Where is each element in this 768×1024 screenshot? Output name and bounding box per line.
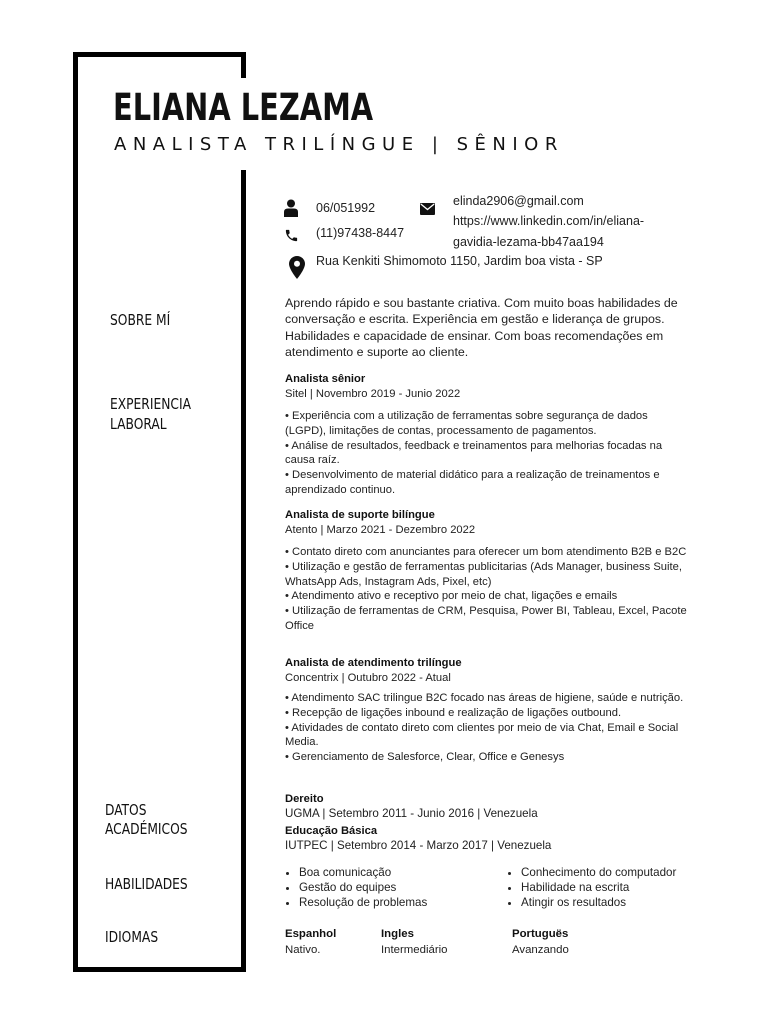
birthdate: 06/051992 <box>316 201 376 215</box>
job-entry <box>285 372 695 402</box>
user-icon <box>284 199 298 217</box>
job-bullet-list <box>285 545 690 634</box>
job-meta: Atento | Marzo 2021 - Dezembro 2022 <box>285 523 476 536</box>
job-bullet: • Gerenciamento de Salesforce, Clear, Office e Genesys <box>285 751 565 764</box>
about-paragraph: Aprendo rápido e sou bastante criativa. Com muito boas habilidades de conversação e escrita. Experiência em gestão e liderança de grupos. Habilidades e capacidade de ensinar. Com boas recomendações em atendimento e suporte ao cliente. <box>285 296 678 359</box>
job-bullet: • Experiência com a utilização de ferramentas sobre segurança de dados (LGPD), limitações de contas, processamento de pagamentos. <box>285 410 648 437</box>
language-name: Portuguës <box>512 928 569 940</box>
frame-top-border <box>73 52 246 57</box>
location-pin-icon <box>289 256 305 279</box>
frame-bottom-border <box>73 967 246 972</box>
frame-right-border-top <box>241 52 246 78</box>
skill-item: • Atingir os resultados <box>521 895 676 910</box>
section-label-skills: HABILIDADES <box>105 875 188 893</box>
frame-right-border-bottom <box>241 170 246 972</box>
job-bullet: • Desenvolvimento de material didático para a realização de treinamentos e aprendizado continuo. <box>285 469 660 496</box>
degree-meta: UGMA | Setembro 2011 - Junio 2016 | Venezuela <box>285 806 538 820</box>
email-icon <box>420 203 435 215</box>
degree-title: Dereito <box>285 793 324 805</box>
section-label-experience-line-2: LABORAL <box>110 415 167 433</box>
skill-item: • Habilidade na escrita <box>521 880 676 895</box>
education-entry <box>285 824 695 854</box>
skills-list-column-2 <box>507 865 676 910</box>
education-entry <box>285 792 695 822</box>
frame-left-border <box>73 52 78 972</box>
language-level: Nativo. <box>285 944 321 956</box>
job-meta: Concentrix | Outubro 2022 - Atual <box>285 671 451 684</box>
job-title: Analista sênior <box>285 373 366 385</box>
skill-item: • Conhecimento do computador <box>521 865 676 880</box>
language-level: Intermediário <box>381 944 448 956</box>
job-bullet: • Contato direto com anunciantes para oferecer um bom atendimento B2B e B2C <box>285 546 687 558</box>
degree-title: Educação Básica <box>285 825 378 837</box>
section-label-languages: IDIOMAS <box>105 928 159 946</box>
linkedin-url-line-2[interactable]: gavidia-lezama-bb47aa194 <box>453 235 604 249</box>
candidate-role: ANALISTA TRILÍNGUE | SÊNIOR <box>114 134 564 155</box>
candidate-name: ELIANA LEZAMA <box>113 86 374 129</box>
job-bullet: • Análise de resultados, feedback e treinamentos para melhorias focadas na causa raíz. <box>285 439 663 467</box>
phone-number[interactable]: (11)97438-8447 <box>316 226 405 240</box>
degree-meta: IUTPEC | Setembro 2014 - Marzo 2017 | Venezuela <box>285 838 552 852</box>
job-bullet: • Atendimento SAC trilingue B2C focado nas áreas de higiene, saúde e nutrição. <box>285 692 684 704</box>
email-address[interactable]: elinda2906@gmail.com <box>453 194 584 208</box>
language-level: Avanzando <box>512 944 569 956</box>
skill-item: • Gestão do equipes <box>299 880 427 895</box>
job-bullet: • Utilização de ferramentas de CRM, Pesquisa, Power BI, Tableau, Excel, Pacote Office <box>285 605 687 632</box>
job-bullet-list <box>285 691 690 765</box>
home-address: Rua Kenkiti Shimomoto 1150, Jardim boa vista - SP <box>316 254 603 268</box>
section-label-education-line-2: ACADÉMICOS <box>105 820 188 838</box>
job-bullet: • Atendimento ativo e receptivo por meio de chat, ligações e emails <box>285 590 618 603</box>
section-label-education-line-1: DATOS <box>105 801 147 819</box>
job-meta: Sitel | Novembro 2019 - Junio 2022 <box>285 387 461 400</box>
linkedin-url-line-1[interactable]: https://www.linkedin.com/in/eliana- <box>453 214 645 228</box>
skill-item: • Resolução de problemas <box>299 895 427 910</box>
phone-icon <box>284 228 299 243</box>
job-entry <box>285 508 695 538</box>
job-entry <box>285 656 695 686</box>
language-name: Ingles <box>381 928 414 940</box>
language-name: Espanhol <box>285 928 337 940</box>
section-label-about: SOBRE MÍ <box>110 311 171 329</box>
skill-item: • Boa comunicação <box>299 865 427 880</box>
job-bullet: • Atividades de contato direto com clientes por meio de via Chat, Email e Social Media. <box>285 721 679 749</box>
skills-list-column-1 <box>285 865 427 910</box>
section-label-experience-line-1: EXPERIENCIA <box>110 395 191 413</box>
job-bullet: • Recepção de ligações inbound e realização de ligações outbound. <box>285 706 622 719</box>
job-bullet: • Utilização e gestão de ferramentas publicitarias (Ads Manager, business Suite, WhatsApp Ads, Instagram Ads, Pixel, etc) <box>285 560 682 588</box>
job-bullet-list <box>285 409 690 498</box>
job-title: Analista de atendimento trilíngue <box>285 657 462 669</box>
job-title: Analista de suporte bilíngue <box>285 509 435 521</box>
